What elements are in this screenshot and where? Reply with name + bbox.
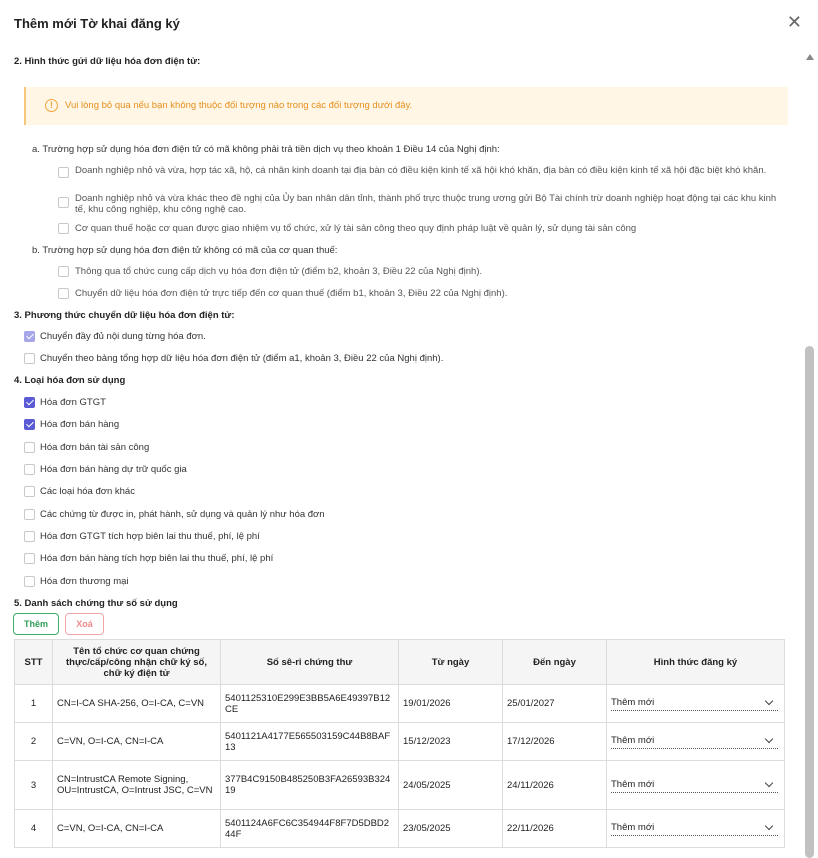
group-a-option-1-checkbox[interactable] bbox=[58, 167, 69, 178]
transfer-summary-label: Chuyển theo bảng tổng hợp dữ liệu hóa đơn điện tử (điểm a1, khoản 3, Điều 22 của Nghị định). bbox=[40, 353, 444, 364]
cell-type bbox=[607, 810, 785, 848]
register-type-value: Thêm mới bbox=[611, 697, 655, 708]
add-certificate-button[interactable]: Thêm bbox=[13, 613, 59, 635]
group-a-option-3-label: Cơ quan thuế hoặc cơ quan được giao nhiệm vụ tổ chức, xử lý tài sản công theo quy định pháp luật về quản lý, sử dụng tài sản công bbox=[75, 223, 637, 234]
group-b-option-1-label: Thông qua tổ chức cung cấp dịch vụ hóa đơn điện tử (điểm b2, khoản 3, Điều 22 của Nghị định). bbox=[75, 266, 483, 277]
cell-org: CN=I-CA SHA-256, O=I-CA, C=VN bbox=[53, 685, 221, 723]
invoice-type-5-checkbox[interactable] bbox=[24, 486, 35, 497]
invoice-type-4-label: Hóa đơn bán hàng dự trữ quốc gia bbox=[40, 464, 187, 475]
cell-org: CN=IntrustCA Remote Signing, OU=IntrustCA, O=Intrust JSC, C=VN bbox=[53, 761, 221, 810]
section4-title: 4. Loại hóa đơn sử dụng bbox=[14, 375, 126, 386]
chevron-down-icon bbox=[765, 778, 773, 786]
invoice-type-7-label: Hóa đơn GTGT tích hợp biên lai thu thuế, phí, lệ phí bbox=[40, 531, 260, 542]
register-type-value: Thêm mới bbox=[611, 822, 655, 833]
invoice-type-3-checkbox[interactable] bbox=[24, 442, 35, 453]
register-type-value: Thêm mới bbox=[611, 778, 655, 790]
group-a-option-2-label: Doanh nghiệp nhỏ và vừa khác theo đề nghị của Ủy ban nhân dân tỉnh, thành phố trực thuộc trung ương gửi Bộ Tài chính trừ doanh nghiệp hoạt động tại các khu kinh tế, khu công nghiệp, khu công nghệ cao. bbox=[75, 193, 777, 215]
certificate-table bbox=[14, 639, 785, 848]
scrollbar-thumb[interactable] bbox=[805, 346, 814, 858]
scrollbar[interactable] bbox=[805, 46, 815, 858]
invoice-type-6-checkbox[interactable] bbox=[24, 509, 35, 520]
invoice-type-5-label: Các loại hóa đơn khác bbox=[40, 486, 135, 497]
invoice-type-7-checkbox[interactable] bbox=[24, 531, 35, 542]
column-header-org: Tên tổ chức cơ quan chứng thực/cấp/công nhận chữ ký số, chữ ký điện tử bbox=[53, 640, 221, 685]
group-b-option-2-checkbox[interactable] bbox=[58, 288, 69, 299]
cell-from: 23/05/2025 bbox=[399, 810, 503, 848]
table-row[interactable] bbox=[15, 723, 785, 761]
scroll-up-icon[interactable] bbox=[806, 54, 814, 60]
group-a-option-2-checkbox[interactable] bbox=[58, 197, 69, 208]
close-icon[interactable]: ✕ bbox=[786, 12, 802, 32]
column-header-to: Đến ngày bbox=[503, 640, 607, 685]
cell-from: 15/12/2023 bbox=[399, 723, 503, 761]
table-row[interactable] bbox=[15, 685, 785, 723]
cell-to: 17/12/2026 bbox=[503, 723, 607, 761]
invoice-type-9-label: Hóa đơn thương mại bbox=[40, 576, 129, 587]
chevron-down-icon bbox=[765, 697, 773, 705]
dialog-header bbox=[0, 0, 818, 46]
section5-title: 5. Danh sách chứng thư số sử dụng bbox=[14, 598, 178, 609]
info-alert bbox=[24, 87, 788, 125]
cell-stt: 4 bbox=[15, 810, 53, 848]
cell-from: 19/01/2026 bbox=[399, 685, 503, 723]
column-header-stt: STT bbox=[15, 640, 53, 685]
cell-type bbox=[607, 761, 785, 810]
cell-org: C=VN, O=I-CA, CN=I-CA bbox=[53, 810, 221, 848]
register-type-select[interactable] bbox=[611, 778, 778, 793]
transfer-summary-checkbox[interactable] bbox=[24, 353, 35, 364]
register-type-select[interactable] bbox=[611, 734, 778, 749]
cell-to: 25/01/2027 bbox=[503, 685, 607, 723]
cell-to: 22/11/2026 bbox=[503, 810, 607, 848]
cell-type bbox=[607, 723, 785, 761]
delete-certificate-button[interactable]: Xoá bbox=[65, 613, 104, 635]
table-row[interactable] bbox=[15, 761, 785, 810]
info-icon: ! bbox=[45, 99, 58, 112]
group-b-option-2-label: Chuyển dữ liệu hóa đơn điện tử trực tiếp đến cơ quan thuế (điểm b1, khoản 3, Điều 22 của Nghị định). bbox=[75, 288, 508, 299]
alert-text: Vui lòng bỏ qua nếu bạn không thuộc đối tượng nào trong các đối tượng dưới đây. bbox=[65, 100, 413, 111]
invoice-type-4-checkbox[interactable] bbox=[24, 464, 35, 475]
section2-title: 2. Hình thức gửi dữ liệu hóa đơn điện tử: bbox=[14, 56, 201, 67]
invoice-type-2-checkbox[interactable] bbox=[24, 419, 35, 430]
register-type-select[interactable] bbox=[611, 821, 778, 836]
column-header-type: Hình thức đăng ký bbox=[607, 640, 785, 685]
invoice-type-2-label: Hóa đơn bán hàng bbox=[40, 419, 120, 430]
register-type-value: Thêm mới bbox=[611, 735, 655, 746]
group-a-option-1-label: Doanh nghiệp nhỏ và vừa, hợp tác xã, hộ, cá nhân kinh doanh tại địa bàn có điều kiện kinh tế xã hội khó khăn, địa bàn có điều kiện kinh tế xã hội đặc biệt khó khăn. bbox=[75, 165, 767, 176]
chevron-down-icon bbox=[765, 822, 773, 830]
cell-serial: 377B4C9150B485250B3FA26593B32419 bbox=[221, 761, 399, 810]
invoice-type-1-checkbox[interactable] bbox=[24, 397, 35, 408]
cell-serial: 5401125310E299E3BB5A6E49397B12CE bbox=[221, 685, 399, 723]
cell-stt: 1 bbox=[15, 685, 53, 723]
invoice-type-8-checkbox[interactable] bbox=[24, 553, 35, 564]
group-b-option-1-checkbox[interactable] bbox=[58, 266, 69, 277]
group-a-label: a. Trường hợp sử dụng hóa đơn điện tử có mã không phải trả tiền dịch vụ theo khoản 1 Điều 14 của Nghị định: bbox=[32, 144, 500, 155]
cell-type bbox=[607, 685, 785, 723]
cell-org: C=VN, O=I-CA, CN=I-CA bbox=[53, 723, 221, 761]
dialog-title: Thêm mới Tờ khai đăng ký bbox=[14, 16, 180, 31]
transfer-full-checkbox[interactable] bbox=[24, 331, 35, 342]
chevron-down-icon bbox=[765, 735, 773, 743]
table-header-row bbox=[15, 640, 785, 685]
invoice-type-6-label: Các chứng từ được in, phát hành, sử dụng và quản lý như hóa đơn bbox=[40, 509, 325, 520]
cell-to: 24/11/2026 bbox=[503, 761, 607, 810]
cell-from: 24/05/2025 bbox=[399, 761, 503, 810]
dialog-body bbox=[0, 46, 800, 858]
section3-title: 3. Phương thức chuyển dữ liệu hóa đơn điện tử: bbox=[14, 310, 235, 321]
cell-serial: 5401121A4177E565503159C44B8BAF13 bbox=[221, 723, 399, 761]
cell-stt: 3 bbox=[15, 761, 53, 810]
invoice-type-8-label: Hóa đơn bán hàng tích hợp biên lai thu thuế, phí, lệ phí bbox=[40, 553, 274, 564]
transfer-full-label: Chuyển đầy đủ nội dung từng hóa đơn. bbox=[40, 331, 206, 342]
invoice-type-9-checkbox[interactable] bbox=[24, 576, 35, 587]
group-a-option-3-checkbox[interactable] bbox=[58, 223, 69, 234]
cell-stt: 2 bbox=[15, 723, 53, 761]
cell-serial: 5401124A6FC6C354944F8F7D5DBD244F bbox=[221, 810, 399, 848]
table-row[interactable] bbox=[15, 810, 785, 848]
register-type-select[interactable] bbox=[611, 696, 778, 711]
column-header-from: Từ ngày bbox=[399, 640, 503, 685]
invoice-type-1-label: Hóa đơn GTGT bbox=[40, 397, 106, 408]
invoice-type-3-label: Hóa đơn bán tài sản công bbox=[40, 442, 150, 453]
column-header-serial: Số sê-ri chứng thư bbox=[221, 640, 399, 685]
group-b-label: b. Trường hợp sử dụng hóa đơn điện tử không có mã của cơ quan thuế: bbox=[32, 245, 338, 256]
